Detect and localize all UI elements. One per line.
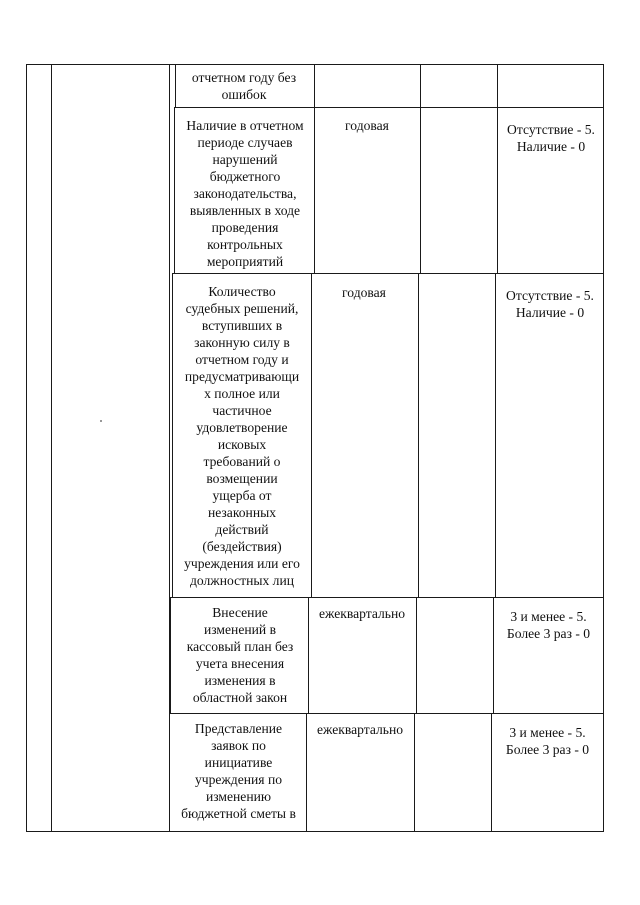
indicator-cell: Внесение изменений в кассовый план без учета внесения изменения в областной закон	[186, 605, 294, 705]
scan-speck	[100, 420, 102, 422]
period-cell: годовая	[342, 285, 386, 300]
row-separator-4	[169, 713, 604, 714]
column-border-1	[26, 64, 27, 832]
period-column-right-border	[420, 64, 421, 274]
period-column-left-border	[311, 273, 312, 598]
period-cell: годовая	[345, 118, 389, 133]
row-separator-3	[170, 597, 604, 598]
indicator-cell: Представление заявок по инициативе учреждения по изменению бюджетной сметы в	[181, 721, 296, 821]
table-bottom-border	[26, 831, 604, 832]
table-right-border	[603, 64, 604, 832]
period-column-right-border	[414, 713, 415, 832]
table-top-border	[26, 64, 604, 65]
period-cell: ежеквартально	[316, 722, 404, 737]
indicator-cell: отчетном году без ошибок	[191, 70, 297, 102]
period-cell: ежеквартально	[318, 606, 406, 621]
row-separator-1	[174, 107, 604, 108]
score-column-left-border	[497, 64, 498, 274]
score-cell: Отсутствие - 5. Наличие - 0	[506, 288, 594, 320]
period-column-right-border	[418, 273, 419, 598]
indicator-cell: Наличие в отчетном периоде случаев нарушений бюджетного законодательства, выявленных в ходе проведения контрольных мероприятий	[186, 118, 304, 269]
period-column-right-border	[416, 597, 417, 714]
score-cell: 3 и менее - 5. Более 3 раз - 0	[505, 725, 590, 757]
row-separator-2	[172, 273, 604, 274]
indicator-cell: Количество судебных решений, вступивших в законную силу в отчетном году и предусматривающи х полное или частичное удовлетворение исковых требований о возмещении ущерба от незаконных действий (бездействия) учреждения или его должностных лиц	[184, 284, 300, 588]
column-border-2	[51, 64, 52, 832]
score-column-left-border	[495, 273, 496, 598]
score-cell: Отсутствие - 5. Наличие - 0	[507, 122, 595, 154]
score-cell: 3 и менее - 5. Более 3 раз - 0	[506, 609, 591, 641]
